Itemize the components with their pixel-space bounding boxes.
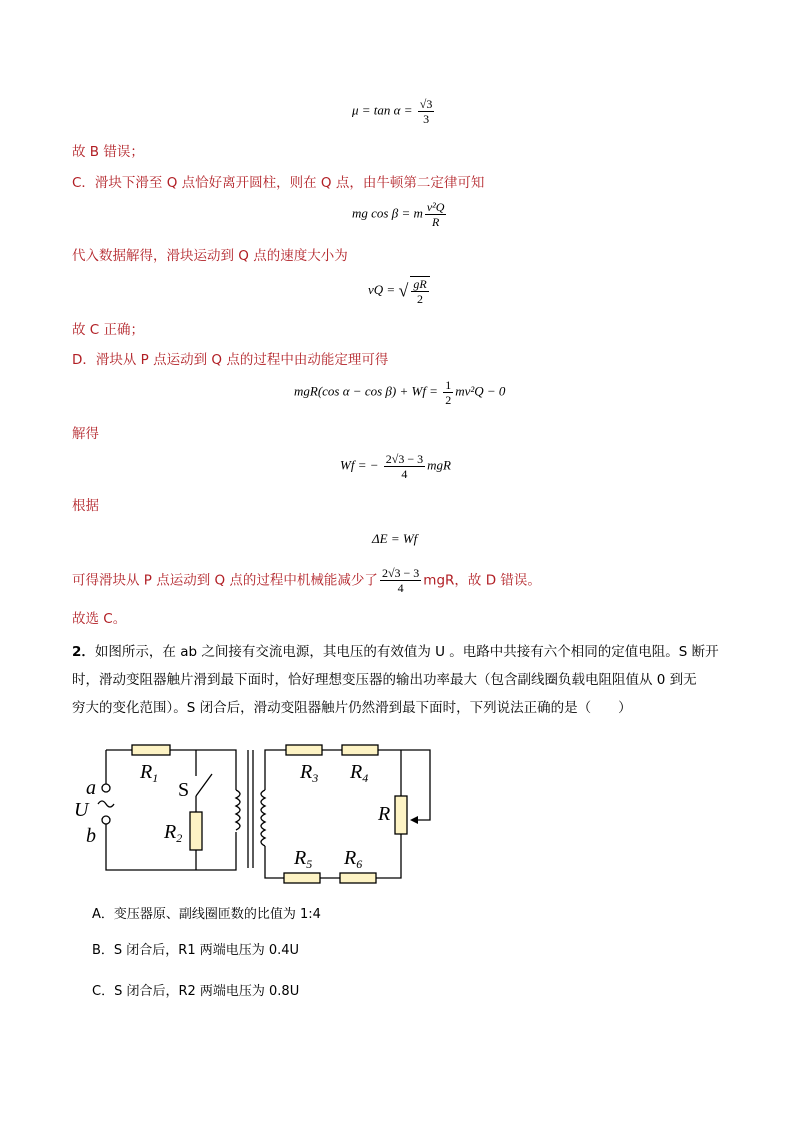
formula-energy-lhs: mgR(cos α − cos β) + Wf = [294, 383, 442, 399]
formula-energy-den: 2 [445, 393, 452, 407]
d-conclusion-pre: 可得滑块从 P 点运动到 Q 点的过程中机械能减少了 [72, 572, 378, 589]
label-r: R [378, 803, 391, 825]
formula-wf-lhs: Wf = − [340, 457, 382, 473]
formula-energy [294, 378, 505, 407]
c-sub: 代入数据解得，滑块运动到 Q 点的速度大小为 [72, 248, 348, 264]
resistor-r3 [286, 745, 322, 755]
formula-newton-den: R [431, 215, 440, 229]
formula-wf [340, 452, 451, 481]
basis-label: 根据 [72, 498, 99, 514]
formula-newton [352, 200, 448, 229]
option-c: C．S 闭合后，R2 两端电压为 0.8U [92, 984, 300, 999]
label-u: U [74, 799, 89, 821]
resistor-r5 [284, 873, 320, 883]
question-line-2: 时，滑动变阻器触片滑到最下面时，恰好理想变压器的输出功率最大（包含副线圈负载电阻阻值从 0 到无 [72, 672, 697, 688]
label-r5: $R_5$ [294, 847, 313, 871]
formula-newton-lhs: mg cos β = m [352, 205, 423, 221]
resistor-r1 [132, 745, 170, 755]
formula-wf-rhs: mgR [427, 457, 451, 473]
label-r6: $R_6$ [344, 847, 363, 871]
c-conclusion: 故 C 正确； [72, 322, 145, 338]
resistor-r [395, 796, 407, 834]
label-b: b [86, 825, 96, 847]
label-r1: $R_1$ [140, 761, 159, 785]
circuit-diagram [68, 738, 448, 890]
question-2 [72, 638, 732, 722]
formula-vq-lhs: vQ = [368, 281, 399, 297]
formula-vq-num: gR [413, 277, 427, 291]
d-conclusion-num: 2√3 − 3 [381, 566, 420, 580]
final-answer: 故选 C。 [72, 611, 127, 627]
formula-wf-den: 4 [401, 467, 408, 481]
resistor-r6 [340, 873, 376, 883]
d-conclusion-post: mgR，故 D 错误。 [423, 572, 541, 589]
formula-energy-rhs: mv²Q − 0 [455, 383, 506, 399]
formula-delta-e: ΔE = Wf [372, 531, 418, 546]
question-number: 2． [72, 644, 95, 660]
d-intro: D．滑块从 P 点运动到 Q 点的过程中由动能定理可得 [72, 352, 389, 368]
label-r3: $R_3$ [300, 761, 319, 785]
option-a: A．变压器原、副线圈匝数的比值为 1:4 [92, 907, 321, 922]
formula-newton-num: v²Q [426, 200, 445, 214]
option-b: B．S 闭合后，R1 两端电压为 0.4U [92, 943, 300, 958]
solve-label: 解得 [72, 426, 99, 442]
resistor-r2 [190, 812, 202, 850]
formula-mu-lhs: μ = tan α = [352, 102, 416, 118]
resistor-r4 [342, 745, 378, 755]
c-intro: C．滑块下滑至 Q 点恰好离开圆柱，则在 Q 点，由牛顿第二定律可知 [72, 175, 485, 191]
question-line-1: 如图所示，在 ab 之间接有交流电源，其电压的有效值为 U 。电路中共接有六个相同的定值电阻。S 断开 [94, 644, 719, 660]
formula-mu-den: 3 [423, 112, 430, 126]
d-conclusion [72, 566, 541, 595]
formula-mu-num: √3 [419, 97, 433, 111]
formula-mu [352, 97, 436, 126]
label-s: S [178, 779, 190, 801]
d-conclusion-den: 4 [397, 581, 404, 595]
b-conclusion: 故 B 错误； [72, 144, 144, 160]
formula-wf-num: 2√3 − 3 [385, 452, 424, 466]
label-a: a [86, 777, 96, 799]
formula-vq: vQ = √ $\frac{gR}{2}$ [368, 276, 432, 306]
formula-vq-den: 2 [417, 292, 423, 306]
label-r4: $R_4$ [350, 761, 369, 785]
question-line-3: 穷大的变化范围）。S 闭合后，滑动变阻器触片仍然滑到最下面时，下列说法正确的是（ ） [72, 700, 632, 716]
label-r2: $R_2$ [164, 821, 183, 845]
formula-energy-num: 1 [445, 378, 452, 392]
